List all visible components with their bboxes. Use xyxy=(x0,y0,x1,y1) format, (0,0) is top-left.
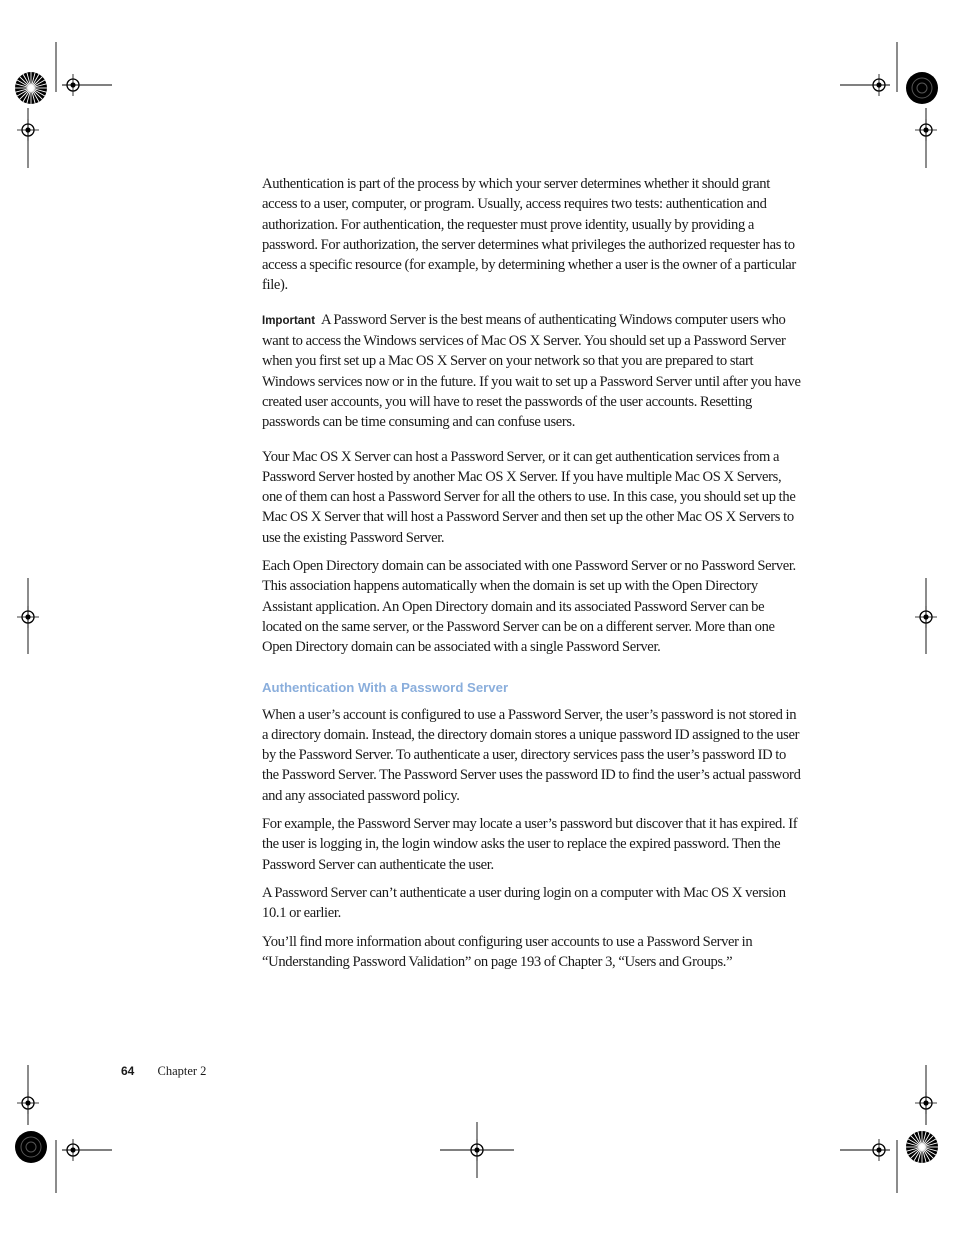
starburst-mark-icon xyxy=(15,72,47,104)
body-paragraph: Your Mac OS X Server can host a Password Server, or it can get authentication services from a Password Server hosted by another Mac OS X Server. If you have multiple Mac OS X Servers, one of them can host a Password Server for all the others to use. In this case, you should set up the Mac OS X Server that will host a Password Server and then set up the other Mac OS X Servers to use the existing Password Server. xyxy=(262,448,796,546)
body-paragraph: Authentication is part of the process by which your server determines whether it should grant access to a user, computer, or program. Usually, access requires two tests: authentication and authorization. For authentication, the requester must prove identity, usually by providing a password. For authorization, the server determines what privileges the authorized requester has to access a specific resource (for example, by determining whether a user is the owner of a particular file). xyxy=(262,176,796,294)
registration-mark-icon xyxy=(466,1139,488,1161)
registration-mark-icon xyxy=(62,74,84,96)
body-paragraph: For example, the Password Server may locate a user’s password but discover that it has expired. If the user is logging in, the login window asks the user to replace the expired password. Then the Password Server can authenticate the user. xyxy=(262,816,798,873)
important-text: A Password Server is the best means of authenticating Windows computer users who want to access the Windows services of Mac OS X Server. You should set up a Password Server when you first set up a Mac OS X Server on your network so that you are prepared to start Windows services now or in the future. If you wait to set up a Password Server until after you have created user accounts, you will have to reset the passwords of the user accounts. Resetting passwords can be time consuming and can confuse users. xyxy=(262,311,801,431)
body-paragraph: When a user’s account is configured to use a Password Server, the user’s password is not stored in a directory domain. Instead, the directory domain stores a unique password ID assigned to the user by the Password Server. To authenticate a user, directory services pass the user’s password ID to the Password Server. The Password Server uses the password ID to find the user’s actual password and any associated password policy. xyxy=(262,706,801,804)
registration-mark-icon xyxy=(62,1139,84,1161)
registration-mark-icon xyxy=(915,606,937,628)
page-footer xyxy=(121,1064,206,1079)
registration-mark-icon xyxy=(17,119,39,141)
starburst-mark-icon xyxy=(906,72,938,104)
registration-mark-icon xyxy=(915,1092,937,1114)
starburst-mark-icon xyxy=(15,1131,47,1163)
registration-mark-icon xyxy=(868,1139,890,1161)
registration-mark-icon xyxy=(17,606,39,628)
body-paragraph: A Password Server can’t authenticate a user during login on a computer with Mac OS X version 10.1 or earlier. xyxy=(262,884,786,922)
important-label: Important xyxy=(262,314,316,327)
text-column xyxy=(262,174,804,972)
registration-mark-icon xyxy=(868,74,890,96)
registration-mark-icon xyxy=(17,1092,39,1114)
registration-mark-icon xyxy=(915,119,937,141)
starburst-mark-icon xyxy=(906,1131,938,1163)
body-paragraph: Each Open Directory domain can be associated with one Password Server or no Password Server. This association happens automatically when the domain is set up with the Open Directory Assistant application. An Open Directory domain and its associated Password Server can be located on the same server, or the Password Server can be on a different server. More than one Open Directory domain can be associated with a single Password Server. xyxy=(262,558,796,656)
page-number: 64 xyxy=(121,1064,135,1078)
body-paragraph: You’ll find more information about configuring user accounts to use a Password Server in “Understanding Password Validation” on page 193 of Chapter 3, “Users and Groups.” xyxy=(262,933,753,970)
chapter-label: Chapter 2 xyxy=(157,1064,207,1078)
important-note xyxy=(262,310,804,433)
section-heading: Authentication With a Password Server xyxy=(262,679,509,695)
